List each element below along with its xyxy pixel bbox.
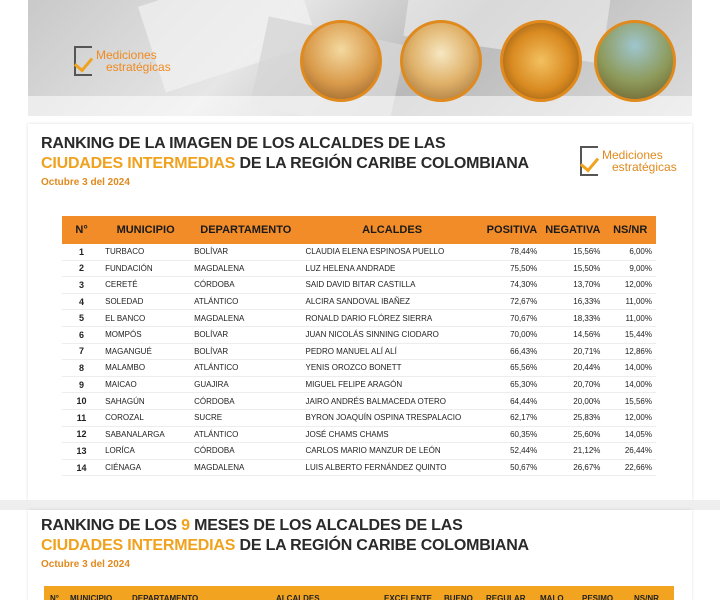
row-municipio: TURBACO <box>101 244 190 260</box>
row-municipio: MOMPÓS <box>101 326 190 343</box>
row-negativa: 16,33% <box>541 293 604 310</box>
row-number: 3 <box>62 277 101 294</box>
ranking-title-line2 <box>41 154 529 174</box>
row-departamento: BOLÍVAR <box>190 343 301 360</box>
row-number: 5 <box>62 310 101 327</box>
row-departamento: CÓRDOBA <box>190 393 301 410</box>
row-municipio: SABANALARGA <box>101 426 190 443</box>
table-row <box>62 310 656 327</box>
column-header-excelente: EXCELENTE <box>384 594 433 600</box>
row-municipio: SAHAGÚN <box>101 393 190 410</box>
beach-photo <box>300 20 382 102</box>
row-municipio: LORÍCA <box>101 443 190 460</box>
row-alcalde: LUZ HELENA ANDRADE <box>302 260 483 277</box>
row-negativa: 25,83% <box>541 409 604 426</box>
ranking2-title-line1 <box>41 516 529 536</box>
table-row <box>62 360 656 377</box>
column-header-municipio: MUNICIPIO <box>101 216 190 244</box>
row-nsnr: 26,44% <box>604 443 656 460</box>
table-row <box>62 376 656 393</box>
row-negativa: 20,70% <box>541 376 604 393</box>
row-nsnr: 12,00% <box>604 409 656 426</box>
row-number: 11 <box>62 409 101 426</box>
row-negativa: 20,44% <box>541 360 604 377</box>
row-positiva: 52,44% <box>483 443 542 460</box>
ranking2-title-part: MESES DE LOS ALCALDES DE LAS <box>189 517 463 534</box>
table-row <box>62 393 656 410</box>
row-positiva: 60,35% <box>483 426 542 443</box>
row-negativa: 14,56% <box>541 326 604 343</box>
ranking-title-line1: RANKING DE LA IMAGEN DE LOS ALCALDES DE LAS <box>41 135 446 152</box>
row-municipio: MALAMBO <box>101 360 190 377</box>
row-departamento: ATLÁNTICO <box>190 293 301 310</box>
row-positiva: 66,43% <box>483 343 542 360</box>
row-positiva: 72,67% <box>483 293 542 310</box>
ranking2-title-number: 9 <box>181 517 190 534</box>
ranking-date: Octubre 3 del 2024 <box>41 177 130 188</box>
row-positiva: 70,00% <box>483 326 542 343</box>
checkmark-icon <box>74 46 92 76</box>
row-nsnr: 12,00% <box>604 277 656 294</box>
row-number: 2 <box>62 260 101 277</box>
row-negativa: 13,70% <box>541 277 604 294</box>
row-positiva: 50,67% <box>483 459 542 476</box>
row-departamento: SUCRE <box>190 409 301 426</box>
ranking2-table-header <box>44 586 674 600</box>
row-municipio: SOLEDAD <box>101 293 190 310</box>
column-header-municipio: MUNICIPIO <box>70 594 113 600</box>
row-nsnr: 12,86% <box>604 343 656 360</box>
ranking2-title-highlight: CIUDADES INTERMEDIAS <box>41 537 236 554</box>
row-negativa: 26,67% <box>541 459 604 476</box>
palm-beach-photo <box>594 20 676 102</box>
table-row <box>62 459 656 476</box>
ranking2-title-part: RANKING DE LOS <box>41 517 182 534</box>
row-alcalde: JUAN NICOLÁS SINNING CIODARO <box>302 326 483 343</box>
table-row <box>62 443 656 460</box>
row-number: 7 <box>62 343 101 360</box>
column-header-number: N° <box>62 216 101 244</box>
column-header-malo: MALO <box>540 594 564 600</box>
row-nsnr: 14,00% <box>604 360 656 377</box>
logo-text-line2: estratégicas <box>106 60 171 74</box>
column-header-alcaldes: ALCALDES <box>302 216 483 244</box>
row-departamento: ATLÁNTICO <box>190 360 301 377</box>
row-municipio: CERETÉ <box>101 277 190 294</box>
row-number: 14 <box>62 459 101 476</box>
row-negativa: 20,71% <box>541 343 604 360</box>
row-number: 1 <box>62 244 101 260</box>
row-nsnr: 14,00% <box>604 376 656 393</box>
row-number: 13 <box>62 443 101 460</box>
row-nsnr: 9,00% <box>604 260 656 277</box>
row-number: 9 <box>62 376 101 393</box>
checkmark-icon <box>580 146 598 176</box>
ranking-table-body <box>62 244 656 476</box>
row-departamento: ATLÁNTICO <box>190 426 301 443</box>
row-alcalde: JOSÉ CHAMS CHAMS <box>302 426 483 443</box>
column-header-number: N° <box>50 594 59 600</box>
column-header-departamento: DEPARTAMENTO <box>190 216 301 244</box>
ranking-title-rest: DE LA REGIÓN CARIBE COLOMBIANA <box>235 155 529 172</box>
section-separator <box>0 500 720 510</box>
row-departamento: MAGDALENA <box>190 310 301 327</box>
row-negativa: 25,60% <box>541 426 604 443</box>
row-positiva: 65,56% <box>483 360 542 377</box>
ranking-9-months-card <box>28 510 692 600</box>
row-municipio: MAICAO <box>101 376 190 393</box>
row-municipio: EL BANCO <box>101 310 190 327</box>
row-positiva: 70,67% <box>483 310 542 327</box>
row-alcalde: CARLOS MARIO MANZUR DE LEÓN <box>302 443 483 460</box>
row-positiva: 65,30% <box>483 376 542 393</box>
column-header-pesimo: PESIMO <box>582 594 614 600</box>
row-alcalde: SAID DAVID BITAR CASTILLA <box>302 277 483 294</box>
row-nsnr: 15,44% <box>604 326 656 343</box>
row-alcalde: RONALD DARIO FLÓREZ SIERRA <box>302 310 483 327</box>
row-departamento: BOLÍVAR <box>190 326 301 343</box>
column-header-departamento: DEPARTAMENTO <box>132 594 199 600</box>
column-header-nsnr: NS/NR <box>634 594 659 600</box>
row-alcalde: JAIRO ANDRÉS BALMACEDA OTERO <box>302 393 483 410</box>
row-positiva: 62,17% <box>483 409 542 426</box>
row-nsnr: 15,56% <box>604 393 656 410</box>
row-departamento: CÓRDOBA <box>190 443 301 460</box>
ranking2-date: Octubre 3 del 2024 <box>41 559 130 570</box>
row-alcalde: MIGUEL FELIPE ARAGÓN <box>302 376 483 393</box>
ranking2-title-line2 <box>41 536 529 556</box>
table-row <box>62 426 656 443</box>
row-nsnr: 22,66% <box>604 459 656 476</box>
table-row <box>62 260 656 277</box>
row-nsnr: 6,00% <box>604 244 656 260</box>
table-row <box>62 277 656 294</box>
ranking-title-highlight: CIUDADES INTERMEDIAS <box>41 155 236 172</box>
row-alcalde: PEDRO MANUEL ALÍ ALÍ <box>302 343 483 360</box>
logo-text-line1: Mediciones <box>96 48 157 62</box>
row-number: 4 <box>62 293 101 310</box>
row-departamento: GUAJIRA <box>190 376 301 393</box>
row-alcalde: CLAUDIA ELENA ESPINOSA PUELLO <box>302 244 483 260</box>
logo-text-line1: Mediciones <box>602 148 663 162</box>
ranking2-title-rest: DE LA REGIÓN CARIBE COLOMBIANA <box>235 537 529 554</box>
column-header-nsnr: NS/NR <box>604 216 656 244</box>
row-municipio: FUNDACIÓN <box>101 260 190 277</box>
row-number: 8 <box>62 360 101 377</box>
ranking2-title <box>41 516 529 556</box>
row-alcalde: YENIS OROZCO BONETT <box>302 360 483 377</box>
banner-strip <box>28 96 692 116</box>
table-row <box>62 244 656 260</box>
row-nsnr: 11,00% <box>604 293 656 310</box>
row-positiva: 74,30% <box>483 277 542 294</box>
brand-logo <box>74 46 171 76</box>
row-departamento: MAGDALENA <box>190 459 301 476</box>
table-row <box>62 293 656 310</box>
row-alcalde: LUIS ALBERTO FERNÁNDEZ QUINTO <box>302 459 483 476</box>
row-departamento: CÓRDOBA <box>190 277 301 294</box>
row-positiva: 75,50% <box>483 260 542 277</box>
row-departamento: BOLÍVAR <box>190 244 301 260</box>
church-photo <box>400 20 482 102</box>
table-row <box>62 409 656 426</box>
column-header-bueno: BUENO <box>444 594 473 600</box>
column-header-negativa: NEGATIVA <box>541 216 604 244</box>
ranking-title <box>41 134 529 174</box>
row-alcalde: BYRON JOAQUÍN OSPINA TRESPALACIO <box>302 409 483 426</box>
row-negativa: 15,56% <box>541 244 604 260</box>
column-header-positiva: POSITIVA <box>483 216 542 244</box>
row-alcalde: ALCIRA SANDOVAL IBAÑEZ <box>302 293 483 310</box>
header-banner <box>28 0 692 116</box>
row-positiva: 78,44% <box>483 244 542 260</box>
table-row <box>62 343 656 360</box>
row-negativa: 18,33% <box>541 310 604 327</box>
ranking-card <box>28 124 692 500</box>
row-negativa: 20,00% <box>541 393 604 410</box>
table-row <box>62 326 656 343</box>
row-number: 10 <box>62 393 101 410</box>
row-municipio: COROZAL <box>101 409 190 426</box>
row-number: 12 <box>62 426 101 443</box>
row-number: 6 <box>62 326 101 343</box>
brand-logo <box>580 146 677 176</box>
row-municipio: CIÉNAGA <box>101 459 190 476</box>
row-municipio: MAGANGUÉ <box>101 343 190 360</box>
row-negativa: 21,12% <box>541 443 604 460</box>
row-positiva: 64,44% <box>483 393 542 410</box>
hammock-photo <box>500 20 582 102</box>
column-header-alcaldes: ALCALDES <box>276 594 320 600</box>
logo-text-line2: estratégicas <box>612 160 677 174</box>
ranking-table <box>62 216 656 476</box>
row-nsnr: 14,05% <box>604 426 656 443</box>
row-nsnr: 11,00% <box>604 310 656 327</box>
table-header-row <box>62 216 656 244</box>
row-departamento: MAGDALENA <box>190 260 301 277</box>
column-header-regular: REGULAR <box>486 594 526 600</box>
row-negativa: 15,50% <box>541 260 604 277</box>
